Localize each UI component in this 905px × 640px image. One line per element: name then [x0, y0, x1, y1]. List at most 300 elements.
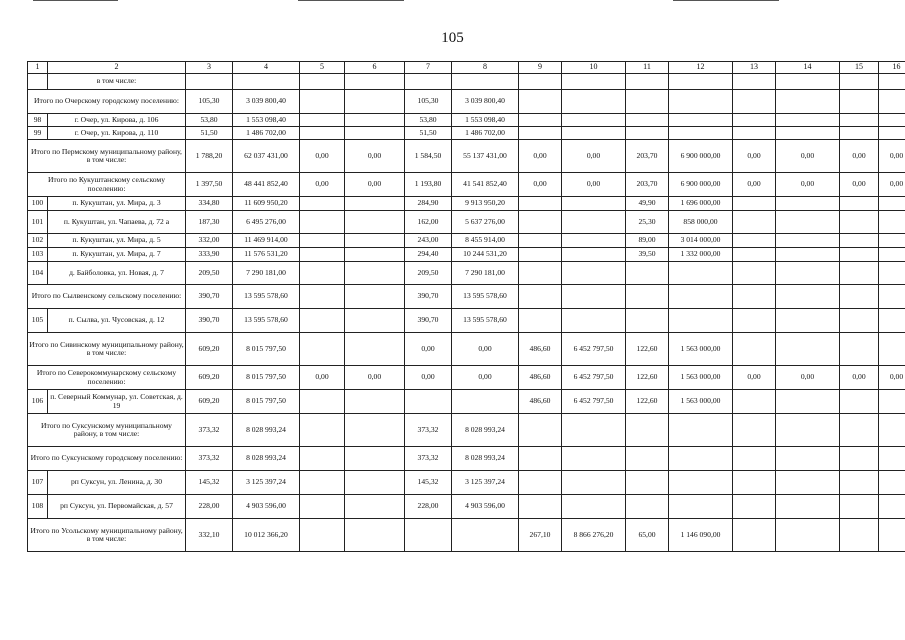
value-cell [879, 114, 905, 127]
row-number: 102 [28, 234, 48, 248]
value-cell [345, 90, 405, 114]
value-cell: 1 696 000,00 [669, 197, 733, 211]
value-cell [669, 447, 733, 471]
value-cell [300, 333, 345, 366]
value-cell: 8 015 797,50 [233, 333, 300, 366]
value-cell [776, 333, 840, 366]
row-label: Итого по Суксунскому муниципальному району, в том числе: [28, 414, 186, 447]
value-cell: 1 563 000,00 [669, 333, 733, 366]
value-cell [733, 197, 776, 211]
value-cell [879, 248, 905, 262]
value-cell: 49,90 [626, 197, 669, 211]
value-cell: 89,00 [626, 234, 669, 248]
value-cell [879, 197, 905, 211]
value-cell [626, 285, 669, 309]
value-cell: 122,60 [626, 333, 669, 366]
value-cell [519, 211, 562, 234]
address-cell: п. Кукуштан, ул. Чапаева, д. 72 а [48, 211, 186, 234]
value-cell: 6 452 797,50 [562, 333, 626, 366]
value-cell: 13 595 578,60 [233, 285, 300, 309]
value-cell [840, 90, 879, 114]
value-cell: 243,00 [405, 234, 452, 248]
value-cell [733, 114, 776, 127]
value-cell: 0,00 [733, 366, 776, 390]
value-cell: 1 553 098,40 [452, 114, 519, 127]
value-cell: 8 015 797,50 [233, 390, 300, 414]
value-cell [300, 414, 345, 447]
subtotal-row [28, 414, 905, 447]
value-cell: 41 541 852,40 [452, 173, 519, 197]
value-cell: 0,00 [562, 173, 626, 197]
column-header: 8 [452, 62, 519, 74]
column-header: 16 [879, 62, 905, 74]
value-cell [345, 262, 405, 285]
value-cell [345, 234, 405, 248]
address-cell: п. Кукуштан, ул. Мира, д. 5 [48, 234, 186, 248]
value-cell: 332,00 [186, 234, 233, 248]
value-cell [345, 309, 405, 333]
table-row [28, 390, 905, 414]
value-cell: 105,30 [186, 90, 233, 114]
row-label: Итого по Пермскому муниципальному району, в том числе: [28, 140, 186, 173]
value-cell: 0,00 [300, 366, 345, 390]
value-cell: 8 455 914,00 [452, 234, 519, 248]
value-cell: 0,00 [345, 173, 405, 197]
value-cell [669, 471, 733, 495]
value-cell: 0,00 [300, 173, 345, 197]
value-cell [300, 390, 345, 414]
value-cell: 48 441 852,40 [233, 173, 300, 197]
row-label: Итого по Усольскому муниципальному району, в том числе: [28, 519, 186, 552]
value-cell: 6 495 276,00 [233, 211, 300, 234]
column-header: 12 [669, 62, 733, 74]
data-table [27, 61, 905, 552]
value-cell: 3 125 397,24 [233, 471, 300, 495]
value-cell [776, 262, 840, 285]
value-cell: 284,90 [405, 197, 452, 211]
value-cell [562, 234, 626, 248]
value-cell: 145,32 [405, 471, 452, 495]
value-cell [733, 262, 776, 285]
value-cell [300, 262, 345, 285]
value-cell [300, 90, 345, 114]
value-cell: 609,20 [186, 366, 233, 390]
value-cell [233, 74, 300, 90]
value-cell: 13 595 578,60 [233, 309, 300, 333]
row-number: 100 [28, 197, 48, 211]
value-cell [452, 519, 519, 552]
value-cell: 390,70 [405, 309, 452, 333]
value-cell [879, 495, 905, 519]
value-cell: 3 039 800,40 [452, 90, 519, 114]
value-cell [733, 285, 776, 309]
row-number: 103 [28, 248, 48, 262]
value-cell [562, 211, 626, 234]
value-cell: 209,50 [186, 262, 233, 285]
subtotal-row [28, 90, 905, 114]
value-cell [626, 309, 669, 333]
value-cell [626, 127, 669, 140]
value-cell: 203,70 [626, 140, 669, 173]
value-cell [840, 471, 879, 495]
value-cell: 6 900 000,00 [669, 140, 733, 173]
value-cell: 1 146 090,00 [669, 519, 733, 552]
value-cell [626, 90, 669, 114]
value-cell [840, 262, 879, 285]
value-cell [345, 519, 405, 552]
value-cell: 267,10 [519, 519, 562, 552]
value-cell: 10 244 531,20 [452, 248, 519, 262]
value-cell: 6 452 797,50 [562, 390, 626, 414]
value-cell [733, 74, 776, 90]
column-header: 15 [840, 62, 879, 74]
value-cell [776, 197, 840, 211]
value-cell [519, 127, 562, 140]
value-cell [776, 234, 840, 248]
value-cell [840, 519, 879, 552]
value-cell [879, 309, 905, 333]
value-cell [519, 262, 562, 285]
value-cell [733, 248, 776, 262]
value-cell: 55 137 431,00 [452, 140, 519, 173]
value-cell [733, 127, 776, 140]
value-cell [840, 234, 879, 248]
value-cell [776, 495, 840, 519]
value-cell [452, 74, 519, 90]
value-cell: 373,32 [405, 414, 452, 447]
value-cell [840, 114, 879, 127]
column-header: 10 [562, 62, 626, 74]
value-cell [300, 211, 345, 234]
value-cell: 8 028 993,24 [452, 447, 519, 471]
value-cell [776, 519, 840, 552]
value-cell [519, 447, 562, 471]
row-number: 106 [28, 390, 48, 414]
value-cell: 332,10 [186, 519, 233, 552]
value-cell [879, 211, 905, 234]
value-cell [519, 248, 562, 262]
row-label: Итого по Очерскому городскому поселению: [28, 90, 186, 114]
value-cell [626, 114, 669, 127]
value-cell [669, 127, 733, 140]
value-cell [562, 197, 626, 211]
value-cell: 0,00 [840, 366, 879, 390]
value-cell [345, 414, 405, 447]
value-cell: 486,60 [519, 333, 562, 366]
value-cell [405, 390, 452, 414]
table-row [28, 74, 905, 90]
value-cell: 65,00 [626, 519, 669, 552]
value-cell: 1 397,50 [186, 173, 233, 197]
value-cell: 10 012 366,20 [233, 519, 300, 552]
value-cell [300, 447, 345, 471]
value-cell [776, 309, 840, 333]
address-cell: п. Кукуштан, ул. Мира, д. 7 [48, 248, 186, 262]
value-cell: 53,80 [186, 114, 233, 127]
value-cell: 1 553 098,40 [233, 114, 300, 127]
column-header: 6 [345, 62, 405, 74]
value-cell: 11 469 914,00 [233, 234, 300, 248]
value-cell [345, 248, 405, 262]
value-cell: 122,60 [626, 366, 669, 390]
value-cell: 1 486 702,00 [233, 127, 300, 140]
subtotal-row [28, 140, 905, 173]
value-cell: 3 125 397,24 [452, 471, 519, 495]
value-cell [733, 333, 776, 366]
value-cell [879, 390, 905, 414]
value-cell: 228,00 [186, 495, 233, 519]
table-row [28, 127, 905, 140]
value-cell [776, 248, 840, 262]
value-cell: 228,00 [405, 495, 452, 519]
value-cell [879, 74, 905, 90]
value-cell: 0,00 [840, 140, 879, 173]
row-label: Итого по Кукуштанскому сельскому поселению: [28, 173, 186, 197]
value-cell [626, 414, 669, 447]
value-cell: 145,32 [186, 471, 233, 495]
value-cell [405, 519, 452, 552]
value-cell: 6 900 000,00 [669, 173, 733, 197]
value-cell [879, 234, 905, 248]
value-cell: 0,00 [733, 173, 776, 197]
value-cell: 373,32 [405, 447, 452, 471]
value-cell: 209,50 [405, 262, 452, 285]
value-cell [345, 211, 405, 234]
value-cell [879, 127, 905, 140]
value-cell: 373,32 [186, 447, 233, 471]
value-cell [879, 90, 905, 114]
value-cell: 1 486 702,00 [452, 127, 519, 140]
value-cell [669, 262, 733, 285]
value-cell: 0,00 [776, 173, 840, 197]
value-cell: 333,90 [186, 248, 233, 262]
address-cell: п. Сылва, ул. Чусовская, д. 12 [48, 309, 186, 333]
value-cell: 3 039 800,40 [233, 90, 300, 114]
value-cell: 0,00 [519, 140, 562, 173]
value-cell [840, 414, 879, 447]
value-cell [840, 74, 879, 90]
row-number: 104 [28, 262, 48, 285]
value-cell [186, 74, 233, 90]
value-cell [562, 127, 626, 140]
value-cell [669, 495, 733, 519]
table-row [28, 211, 905, 234]
value-cell [776, 127, 840, 140]
table-row [28, 114, 905, 127]
table-row [28, 197, 905, 211]
value-cell [879, 471, 905, 495]
value-cell: 25,30 [626, 211, 669, 234]
value-cell [626, 495, 669, 519]
address-cell: в том числе: [48, 74, 186, 90]
value-cell: 11 576 531,20 [233, 248, 300, 262]
value-cell [733, 211, 776, 234]
subtotal-row [28, 366, 905, 390]
address-cell: г. Очер, ул. Кирова, д. 106 [48, 114, 186, 127]
value-cell: 0,00 [840, 173, 879, 197]
value-cell [405, 74, 452, 90]
value-cell [733, 90, 776, 114]
value-cell: 1 563 000,00 [669, 390, 733, 414]
row-number [28, 74, 48, 90]
value-cell: 4 903 596,00 [452, 495, 519, 519]
value-cell [879, 262, 905, 285]
value-cell [840, 127, 879, 140]
value-cell: 858 000,00 [669, 211, 733, 234]
value-cell: 0,00 [345, 366, 405, 390]
value-cell [776, 114, 840, 127]
value-cell: 7 290 181,00 [233, 262, 300, 285]
value-cell [562, 495, 626, 519]
value-cell [519, 309, 562, 333]
table-row [28, 309, 905, 333]
value-cell [519, 90, 562, 114]
value-cell: 390,70 [186, 309, 233, 333]
value-cell [669, 414, 733, 447]
value-cell [840, 447, 879, 471]
value-cell: 122,60 [626, 390, 669, 414]
value-cell: 9 913 950,20 [452, 197, 519, 211]
table-row [28, 234, 905, 248]
value-cell [840, 309, 879, 333]
value-cell: 162,00 [405, 211, 452, 234]
value-cell [626, 471, 669, 495]
row-number: 98 [28, 114, 48, 127]
value-cell [733, 234, 776, 248]
value-cell [733, 471, 776, 495]
value-cell [776, 211, 840, 234]
column-header: 2 [48, 62, 186, 74]
value-cell [669, 74, 733, 90]
value-cell [626, 262, 669, 285]
value-cell: 8 015 797,50 [233, 366, 300, 390]
row-label: Итого по Сивинскому муниципальному району, в том числе: [28, 333, 186, 366]
value-cell [519, 495, 562, 519]
value-cell: 1 563 000,00 [669, 366, 733, 390]
value-cell: 4 903 596,00 [233, 495, 300, 519]
subtotal-row [28, 519, 905, 552]
value-cell [345, 471, 405, 495]
column-header: 11 [626, 62, 669, 74]
table-row [28, 495, 905, 519]
value-cell: 486,60 [519, 390, 562, 414]
value-cell: 0,00 [452, 366, 519, 390]
scan-edge-right [673, 0, 779, 1]
value-cell: 1 332 000,00 [669, 248, 733, 262]
value-cell [300, 495, 345, 519]
value-cell [879, 519, 905, 552]
value-cell [879, 285, 905, 309]
address-cell: п. Северный Коммунар, ул. Советская, д. 19 [48, 390, 186, 414]
value-cell [345, 333, 405, 366]
value-cell [562, 248, 626, 262]
value-cell [562, 90, 626, 114]
value-cell [345, 74, 405, 90]
value-cell [519, 114, 562, 127]
value-cell: 13 595 578,60 [452, 285, 519, 309]
scan-edge-left [33, 0, 118, 1]
value-cell [519, 74, 562, 90]
value-cell: 13 595 578,60 [452, 309, 519, 333]
column-header: 7 [405, 62, 452, 74]
table-row [28, 262, 905, 285]
table-row [28, 471, 905, 495]
value-cell [562, 471, 626, 495]
value-cell [840, 248, 879, 262]
value-cell: 11 609 950,20 [233, 197, 300, 211]
value-cell: 390,70 [186, 285, 233, 309]
column-header: 5 [300, 62, 345, 74]
value-cell [452, 390, 519, 414]
address-cell: д. Байболовка, ул. Новая, д. 7 [48, 262, 186, 285]
value-cell [300, 519, 345, 552]
value-cell [345, 447, 405, 471]
value-cell [300, 127, 345, 140]
row-number: 99 [28, 127, 48, 140]
address-cell: п. Кукуштан, ул. Мира, д. 3 [48, 197, 186, 211]
value-cell: 1 788,20 [186, 140, 233, 173]
page-number: 105 [441, 30, 464, 46]
value-cell: 53,80 [405, 114, 452, 127]
value-cell: 3 014 000,00 [669, 234, 733, 248]
value-cell [840, 333, 879, 366]
value-cell [345, 127, 405, 140]
value-cell [669, 309, 733, 333]
value-cell [345, 114, 405, 127]
value-cell: 0,00 [345, 140, 405, 173]
value-cell [776, 471, 840, 495]
subtotal-row [28, 333, 905, 366]
value-cell [733, 309, 776, 333]
value-cell [733, 414, 776, 447]
value-cell [776, 90, 840, 114]
value-cell: 8 866 276,20 [562, 519, 626, 552]
value-cell: 0,00 [519, 173, 562, 197]
scan-edge-center [298, 0, 404, 1]
value-cell [562, 74, 626, 90]
value-cell [300, 114, 345, 127]
value-cell [519, 414, 562, 447]
header-row [28, 62, 905, 74]
value-cell [776, 414, 840, 447]
value-cell: 0,00 [405, 366, 452, 390]
value-cell [519, 234, 562, 248]
value-cell: 609,20 [186, 333, 233, 366]
value-cell: 609,20 [186, 390, 233, 414]
value-cell: 486,60 [519, 366, 562, 390]
column-header: 13 [733, 62, 776, 74]
value-cell: 105,30 [405, 90, 452, 114]
column-header: 3 [186, 62, 233, 74]
value-cell: 373,32 [186, 414, 233, 447]
column-header: 1 [28, 62, 48, 74]
value-cell [840, 285, 879, 309]
value-cell: 187,30 [186, 211, 233, 234]
value-cell: 8 028 993,24 [233, 414, 300, 447]
value-cell: 0,00 [879, 140, 905, 173]
value-cell: 1 584,50 [405, 140, 452, 173]
value-cell [300, 74, 345, 90]
column-header: 4 [233, 62, 300, 74]
value-cell: 390,70 [405, 285, 452, 309]
value-cell [519, 471, 562, 495]
address-cell: рп Суксун, ул. Ленина, д. 30 [48, 471, 186, 495]
value-cell: 0,00 [879, 366, 905, 390]
value-cell [776, 285, 840, 309]
value-cell [519, 197, 562, 211]
value-cell [300, 309, 345, 333]
value-cell: 7 290 181,00 [452, 262, 519, 285]
